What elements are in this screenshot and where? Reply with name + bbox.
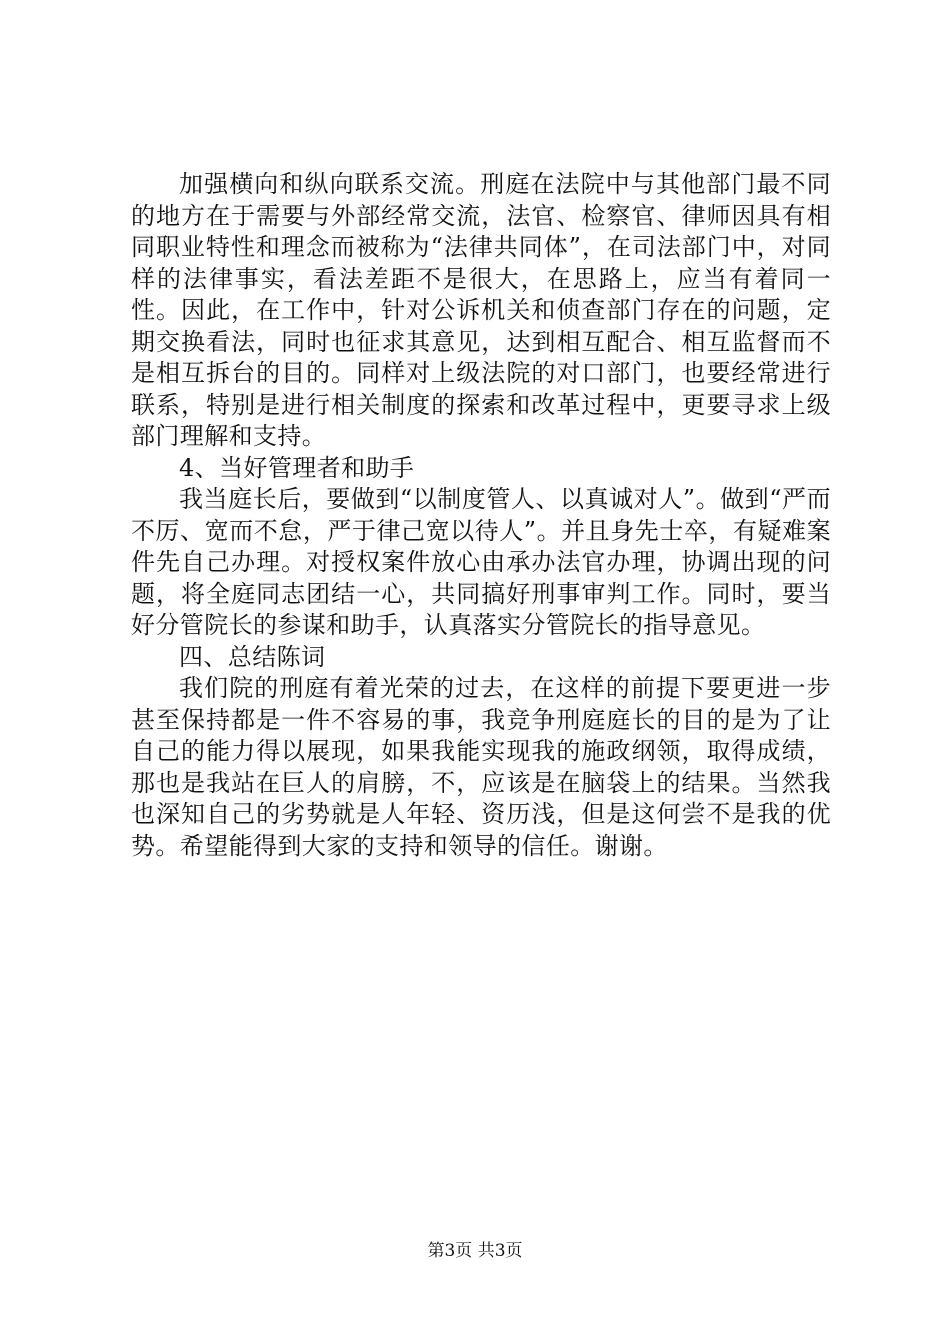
heading-manager-assistant: 4、当好管理者和助手 bbox=[179, 453, 415, 482]
document-body bbox=[131, 169, 831, 862]
paragraph-liaison: 加强横向和纵向联系交流。刑庭在法院中与其他部门最不同的地方在于需要与外部经常交流，法官、检察官、律师因具有相同职业特性和理念而被称为“法律共同体”，在司法部门中，对同样的法律事实，看法差距不是很大，在思路上，应当有着同一性。因此，在工作中，针对公诉机关和侦查部门存在的问题，定期交换看法，同时也征求其意见，达到相互配合、相互监督而不是相互拆台的目的。同样对上级法院的对口部门，也要经常进行联系，特别是进行相关制度的探索和改革过程中，更要寻求上级部门理解和支持。 bbox=[131, 170, 831, 450]
paragraph-conclusion: 我们院的刑庭有着光荣的过去，在这样的前提下要更进一步甚至保持都是一件不容易的事，我竞争刑庭庭长的目的是为了让自己的能力得以展现，如果我能实现我的施政纲领，取得成绩，那也是我站在巨人的肩膀，不，应该是在脑袋上的结果。当然我也深知自己的劣势就是人年轻、资历浅，但是这何尝不是我的优势。希望能得到大家的支持和领导的信任。谢谢。 bbox=[131, 674, 831, 860]
page-footer: 第3页 共3页 bbox=[427, 1241, 523, 1261]
heading-conclusion: 四、总结陈词 bbox=[179, 642, 326, 671]
paragraph-manager-assistant: 我当庭长后，要做到“以制度管人、以真诚对人”。做到“严而不厉、宽而不怠，严于律己宽以待人”。并且身先士卒，有疑难案件先自己办理。对授权案件放心由承办法官办理，协调出现的问题，将全庭同志团结一心，共同搞好刑事审判工作。同时，要当好分管院长的参谋和助手，认真落实分管院长的指导意见。 bbox=[131, 485, 831, 639]
